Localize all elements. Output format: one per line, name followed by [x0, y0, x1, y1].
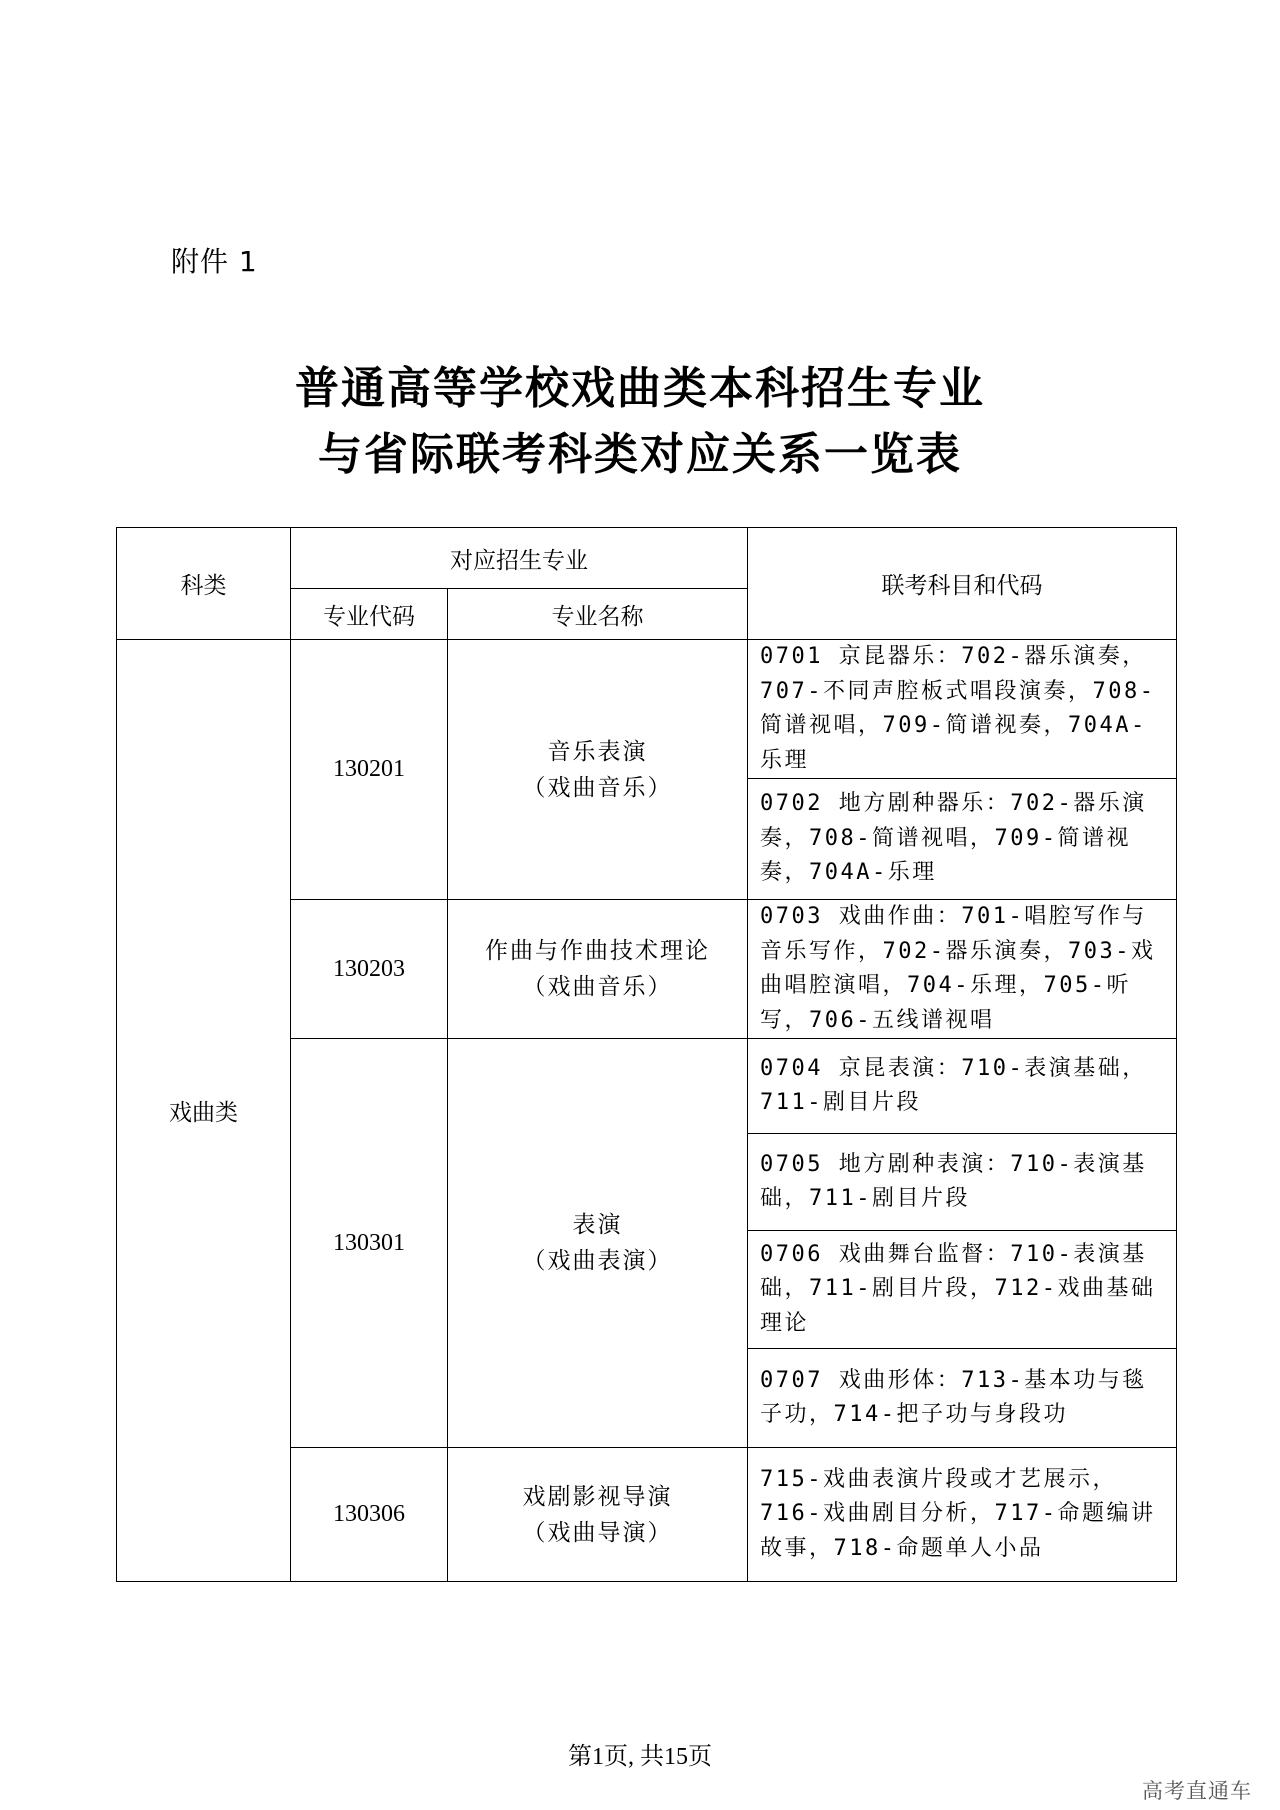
- major-name-line: 音乐表演: [547, 738, 648, 765]
- exam-cell: 0703 戏曲作曲：701-唱腔写作与音乐写作，702-器乐演奏，703-戏曲唱腔演唱，704-乐理，705-听写，706-五线谱视唱: [748, 900, 1177, 1039]
- exam-cell: 0707 戏曲形体：713-基本功与毯子功，714-把子功与身段功: [748, 1349, 1177, 1448]
- major-name-line: 戏剧影视导演: [522, 1483, 673, 1510]
- major-name-cell: [448, 1448, 748, 1582]
- page-title-line-2: 与省际联考科类对应关系一览表: [318, 429, 962, 480]
- header-category: 科类: [117, 528, 291, 640]
- exam-cell: 0702 地方剧种器乐：702-器乐演奏，708-简谱视唱，709-简谱视奏，704A-乐理: [748, 779, 1177, 900]
- page-title-line-1: 普通高等学校戏曲类本科招生专业: [295, 363, 985, 414]
- exam-cell: 0706 戏曲舞台监督：710-表演基础，711-剧目片段，712-戏曲基础理论: [748, 1231, 1177, 1349]
- major-name-line: 作曲与作曲技术理论: [485, 938, 710, 964]
- major-name-line: 表演: [572, 1212, 623, 1238]
- correspondence-table: [116, 527, 1177, 1582]
- major-code-cell: 130306: [291, 1448, 448, 1582]
- major-name-cell: [448, 1039, 748, 1448]
- major-name-line: （戏曲导演）: [522, 1519, 673, 1546]
- major-name-line: （戏曲表演）: [522, 1248, 673, 1274]
- watermark-text: 高考直通车: [1142, 1779, 1252, 1803]
- major-name-line: （戏曲音乐）: [522, 774, 673, 801]
- category-cell: 戏曲类: [117, 640, 291, 1582]
- exam-cell: 0705 地方剧种表演：710-表演基础，711-剧目片段: [748, 1134, 1177, 1231]
- exam-cell: 715-戏曲表演片段或才艺展示，716-戏曲剧目分析，717-命题编讲故事，718-命题单人小品: [748, 1448, 1177, 1582]
- header-major-code: 专业代码: [291, 589, 448, 640]
- header-major-name: 专业名称: [448, 589, 748, 640]
- page-footer: 第1页, 共15页: [568, 1744, 712, 1770]
- major-code-cell: 130203: [291, 900, 448, 1039]
- major-name-cell: [448, 900, 748, 1039]
- exam-cell: 0704 京昆表演：710-表演基础，711-剧目片段: [748, 1039, 1177, 1134]
- major-name-line: （戏曲音乐）: [522, 974, 673, 1000]
- attachment-label: 附件 1: [171, 245, 258, 278]
- header-exam: 联考科目和代码: [748, 528, 1177, 640]
- major-code-cell: 130201: [291, 640, 448, 900]
- major-code-cell: 130301: [291, 1039, 448, 1448]
- major-name-cell: [448, 640, 748, 900]
- header-major-group: 对应招生专业: [291, 528, 748, 589]
- exam-cell: 0701 京昆器乐：702-器乐演奏，707-不同声腔板式唱段演奏，708-简谱视唱，709-简谱视奏，704A-乐理: [748, 640, 1177, 779]
